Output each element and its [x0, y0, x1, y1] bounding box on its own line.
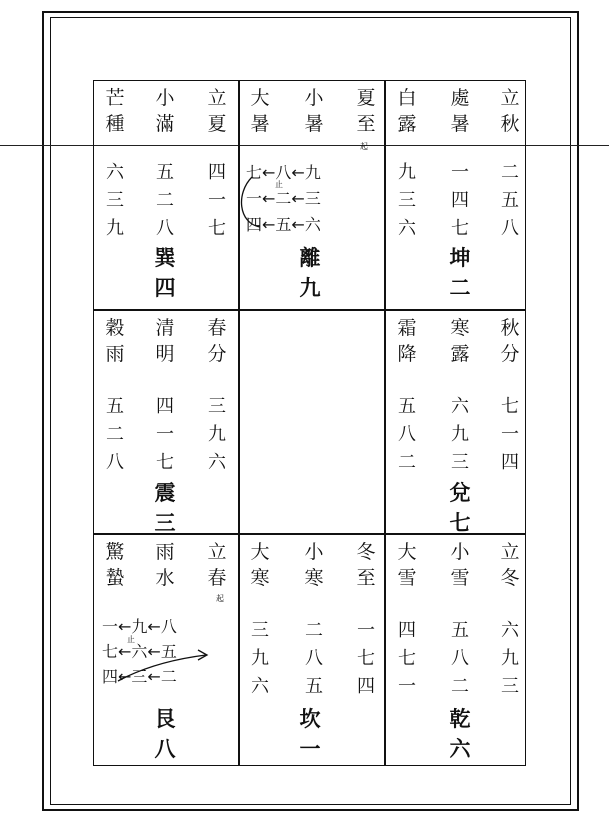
- start-mark: 起: [360, 142, 368, 151]
- start-mark: 起: [216, 594, 224, 603]
- term-dashu: 大 暑: [250, 87, 270, 135]
- term-xiaoshu: 小 暑: [304, 87, 324, 135]
- numbers-col-1: 五 八 二: [398, 396, 416, 473]
- term-xiazhi: 夏 至: [356, 87, 376, 135]
- term-yushui: 雨 水: [155, 541, 175, 589]
- term-lichun: 立 春: [207, 541, 227, 589]
- grid-divider-h1: [94, 309, 525, 311]
- term-qiufen: 秋 分: [500, 317, 520, 365]
- numbers-col-1: 五 二 八: [106, 396, 124, 473]
- numbers-col-2: 二 八 五: [305, 620, 323, 697]
- numbers-col-3: 一 七 四: [357, 620, 375, 697]
- numbers-col-2: 四 一 七: [156, 396, 174, 473]
- term-xiaohan: 小 寒: [304, 541, 324, 589]
- numbers-col-3: 六 九 三: [501, 620, 519, 697]
- term-qingming: 清 明: [155, 317, 175, 365]
- term-dongzhi: 冬 至: [356, 541, 376, 589]
- term-dahan: 大 寒: [250, 541, 270, 589]
- trigram-xun: 巽 四: [154, 246, 176, 300]
- term-daxue: 大 雪: [397, 541, 417, 589]
- term-mangzhong: 芒 種: [105, 87, 125, 135]
- term-shuangjiang: 霜 降: [397, 317, 417, 365]
- trigram-zhen: 震 三: [154, 481, 176, 535]
- curved-arrow: [94, 641, 234, 691]
- term-guyu: 穀 雨: [105, 317, 125, 365]
- numbers-col-3: 三 九 六: [208, 396, 226, 473]
- stop-mark: 止: [127, 635, 135, 644]
- trigram-gen: 艮 八: [154, 707, 176, 761]
- numbers-col-1: 六 三 九: [106, 162, 124, 239]
- term-xiaoxue: 小 雪: [450, 541, 470, 589]
- term-jingzhe: 驚 蟄: [105, 541, 125, 589]
- term-liqiu: 立 秋: [500, 87, 520, 135]
- nine-palace-grid: [93, 80, 526, 766]
- term-lidong: 立 冬: [500, 541, 520, 589]
- trigram-li: 離 九: [299, 246, 321, 300]
- trigram-dui: 兌 七: [449, 481, 471, 535]
- term-xiaoman: 小 滿: [155, 87, 175, 135]
- term-bailu: 白 露: [397, 87, 417, 135]
- numbers-col-1: 四 七 一: [398, 620, 416, 697]
- numbers-col-2: 六 九 三: [451, 396, 469, 473]
- numbers-col-3: 七 一 四: [501, 396, 519, 473]
- numbers-col-2: 一 四 七: [451, 162, 469, 239]
- stop-mark: 止: [275, 180, 283, 189]
- trigram-kun: 坤 二: [449, 246, 471, 300]
- trigram-kan: 坎 一: [299, 707, 321, 761]
- term-hanlu: 寒 露: [450, 317, 470, 365]
- flying-star-chain: 一←九←八 七←六←五 四←三←二: [102, 617, 177, 686]
- trigram-qian: 乾 六: [449, 707, 471, 761]
- curved-arrow: [234, 171, 294, 241]
- numbers-col-2: 五 二 八: [156, 162, 174, 239]
- term-chunfen: 春 分: [207, 317, 227, 365]
- term-lixia: 立 夏: [207, 87, 227, 135]
- grid-divider-v2: [384, 81, 386, 765]
- numbers-col-1: 九 三 六: [398, 162, 416, 239]
- flying-star-chain: 七←八←九 一←二←三 四←五←六: [246, 163, 321, 234]
- numbers-col-3: 四 一 七: [208, 162, 226, 239]
- term-chushu: 處 暑: [450, 87, 470, 135]
- numbers-col-2: 五 八 二: [451, 620, 469, 697]
- numbers-col-3: 二 五 八: [501, 162, 519, 239]
- numbers-col-1: 三 九 六: [251, 620, 269, 697]
